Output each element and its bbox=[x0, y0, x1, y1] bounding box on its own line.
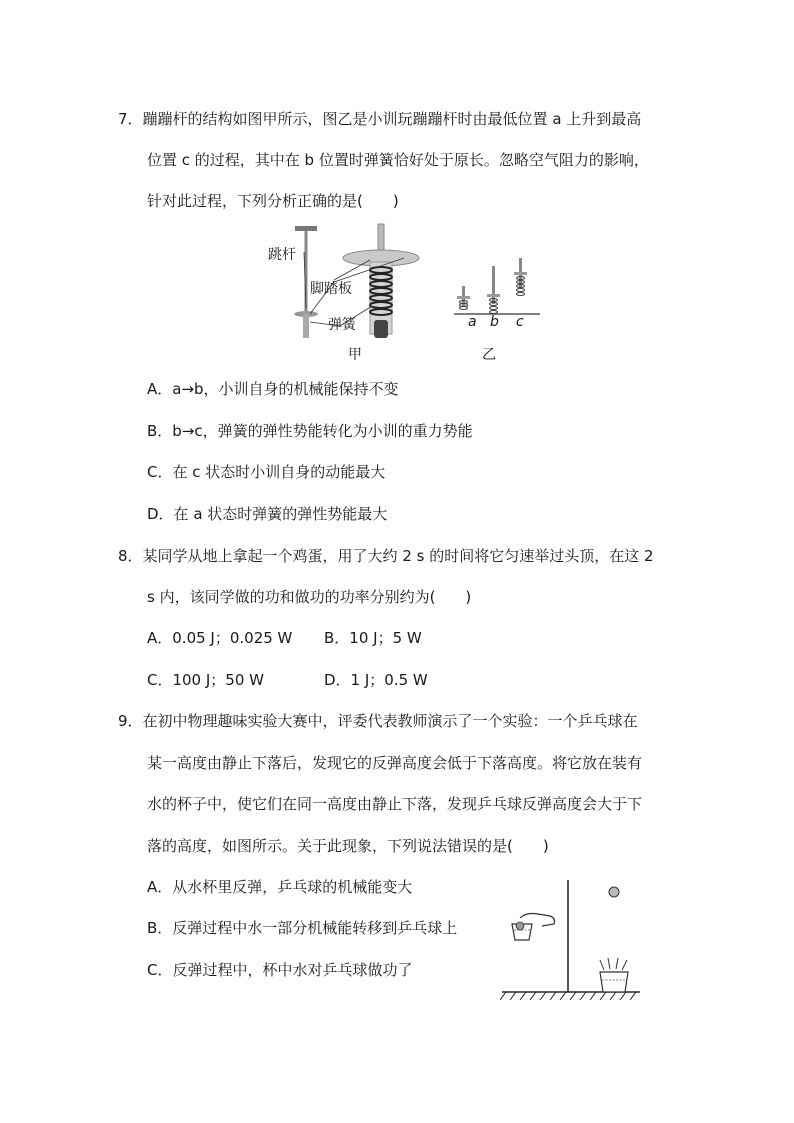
q9-option-c: C．反弹过程中，杯中水对乒乓球做功了 bbox=[147, 961, 413, 979]
q7-option-d: D．在 a 状态时弹簧的弹性势能最大 bbox=[147, 505, 388, 523]
q9-stem-line4: 落的高度，如图所示。关于此现象，下列说法错误的是( ) bbox=[147, 837, 549, 855]
q7-option-b: B．b→c，弹簧的弹性势能转化为小训的重力势能 bbox=[147, 422, 473, 440]
caption-yi: 乙 bbox=[482, 347, 496, 363]
pingpong-cup-figure bbox=[500, 876, 645, 1004]
caption-jia: 甲 bbox=[348, 347, 362, 363]
q7-option-a: A．a→b，小训自身的机械能保持不变 bbox=[147, 380, 399, 398]
pingpong-cup-illustration bbox=[500, 876, 645, 1004]
q9-stem-line3: 水的杯子中，使它们在同一高度由静止下落，发现乒乓球反弹高度会大于下 bbox=[147, 795, 643, 813]
label-jiaotaban: 脚踏板 bbox=[310, 281, 352, 297]
q7-option-c: C．在 c 状态时小训自身的动能最大 bbox=[147, 463, 386, 481]
q8-option-a: A．0.05 J；0.025 W bbox=[147, 629, 293, 647]
q8-stem-line1: 8．某同学从地上拿起一个鸡蛋，用了大约 2 s 的时间将它匀速举过头顶，在这 2 bbox=[118, 547, 654, 565]
label-pos-a: a bbox=[468, 314, 477, 330]
q8-option-d: D．1 J；0.5 W bbox=[324, 671, 428, 689]
label-tanhuang: 弹簧 bbox=[328, 317, 356, 333]
pogo-positions-illustration bbox=[452, 256, 542, 316]
q8-option-b: B．10 J；5 W bbox=[324, 629, 422, 647]
q8-stem-line2: s 内，该同学做的功和做功的功率分别约为( ) bbox=[147, 588, 472, 606]
label-pos-c: c bbox=[516, 314, 524, 330]
q7-stem-line3: 针对此过程，下列分析正确的是( ) bbox=[147, 192, 399, 210]
q8-option-c: C．100 J；50 W bbox=[147, 671, 264, 689]
q9-option-b: B．反弹过程中水一部分机械能转移到乒乓球上 bbox=[147, 919, 458, 937]
q9-stem-line1: 9．在初中物理趣味实验大赛中，评委代表教师演示了一个实验：一个乒乓球在 bbox=[118, 712, 638, 730]
pogo-positions-figure-yi bbox=[452, 256, 542, 366]
pogo-stick-figure-jia bbox=[262, 222, 442, 372]
q9-option-a: A．从水杯里反弹，乒乓球的机械能变大 bbox=[147, 878, 413, 896]
label-pos-b: b bbox=[490, 314, 499, 330]
q7-stem-line1: 7．蹦蹦杆的结构如图甲所示，图乙是小训玩蹦蹦杆时由最低位置 a 上升到最高 bbox=[118, 110, 642, 128]
q9-stem-line2: 某一高度由静止下落后，发现它的反弹高度会低于下落高度。将它放在装有 bbox=[147, 754, 643, 772]
q7-stem-line2: 位置 c 的过程，其中在 b 位置时弹簧恰好处于原长。忽略空气阻力的影响， bbox=[147, 151, 649, 169]
label-tiaogan: 跳杆 bbox=[268, 247, 296, 263]
